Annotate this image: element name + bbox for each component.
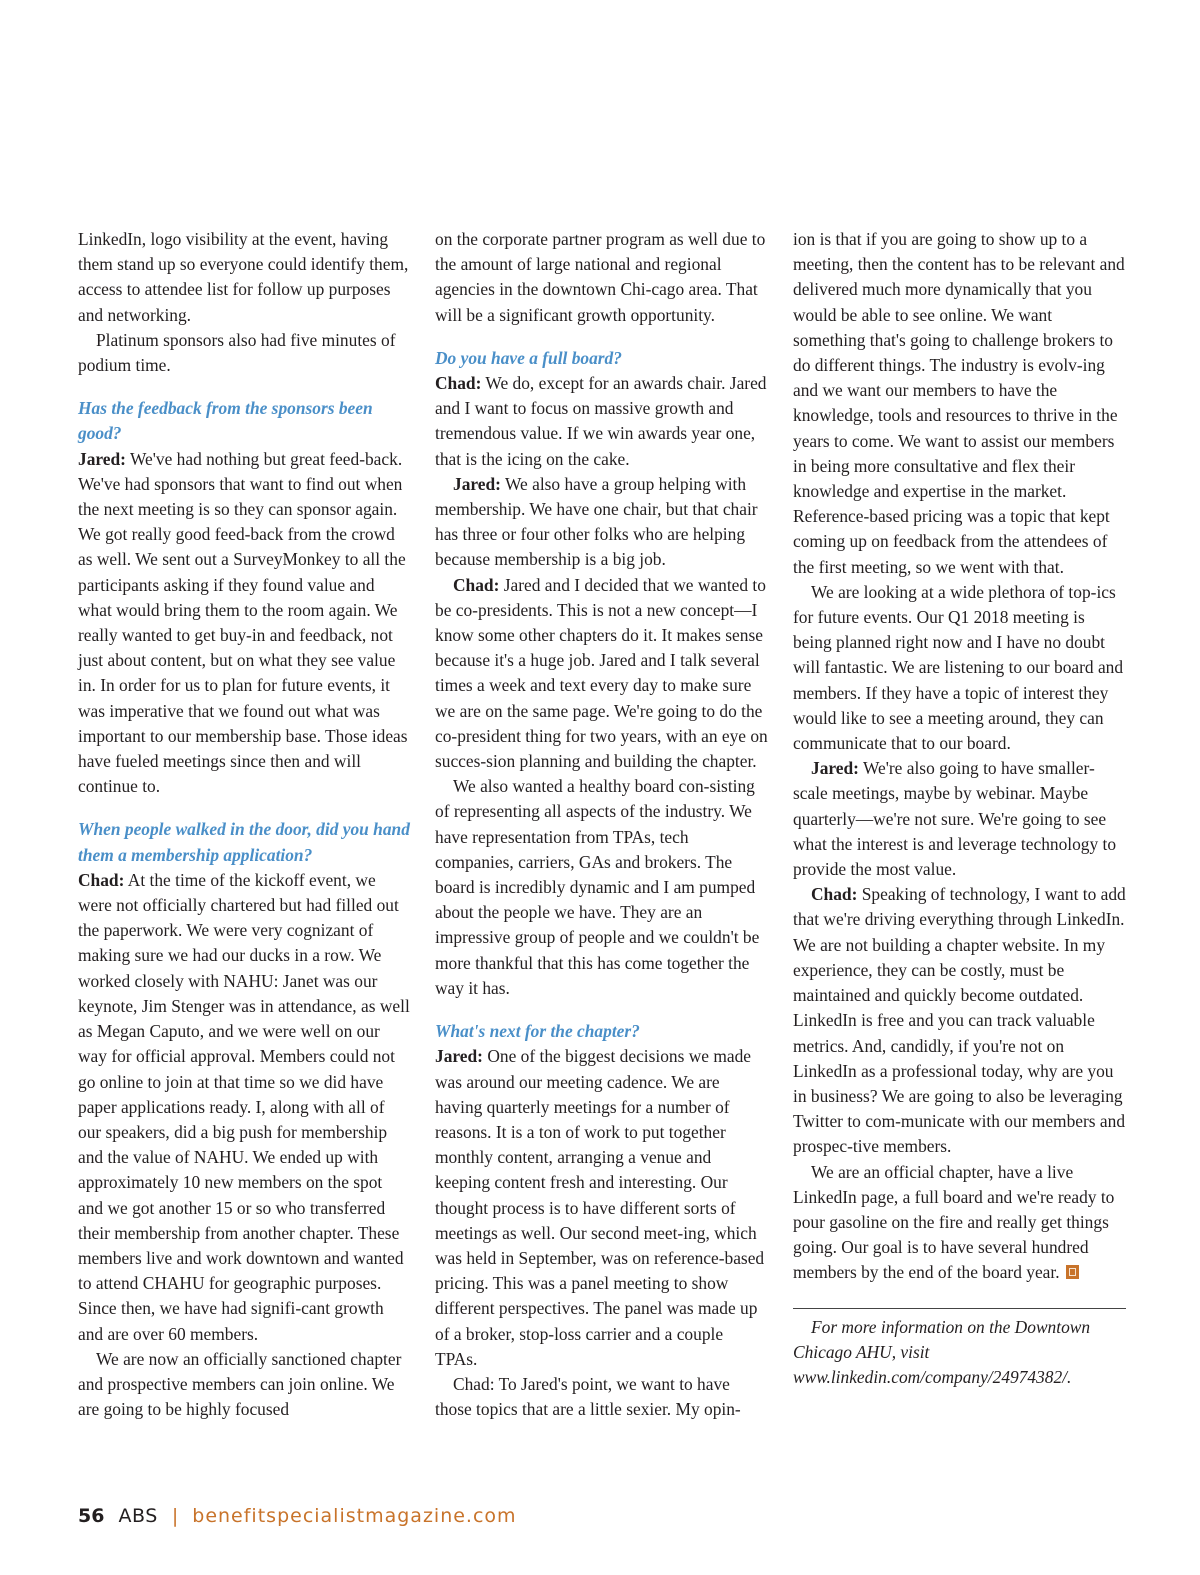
speaker-name: Jared: bbox=[811, 758, 859, 779]
body-paragraph: We are looking at a wide plethora of top-ics for future events. Our Q1 2018 meeting is being planned right now and I have no doubt will fantastic. We are listening to our board and members. If they have a topic of interest they would like to see a meeting around, they can communicate that to our board. bbox=[793, 581, 1124, 754]
answer-paragraph bbox=[435, 472, 768, 573]
body-paragraph: We are now an officially sanctioned chapter and prospective members can join online. We are going to be highly focused bbox=[78, 1348, 402, 1420]
answer-text: One of the biggest decisions we made was around our meeting cadence. We are having quarterly meetings for a number of reasons. It is a ton of work to put together monthly content, arranging a venue and keeping content fresh and interesting. Our thought process is to have different sorts of meetings as well. Our second meet-ing, which was held in September, was on reference-based pricing. This was a panel meeting to show different perspectives. The panel was made up of a broker, stop-loss carrier and a couple TPAs. bbox=[435, 1046, 765, 1369]
article-column-2 bbox=[435, 227, 768, 1422]
speaker-name: Chad: bbox=[811, 884, 858, 905]
magazine-name: ABS bbox=[118, 1505, 158, 1527]
answer-paragraph bbox=[78, 868, 411, 1347]
body-paragraph: LinkedIn, logo visibility at the event, having them stand up so everyone could identify them, access to attendee list for follow up purposes and networking. bbox=[78, 229, 409, 325]
body-paragraph: Chad: To Jared's point, we want to have those topics that are a little sexier. My opin- bbox=[435, 1373, 741, 1420]
page-number: 56 bbox=[78, 1505, 105, 1527]
answer-text: We also have a group helping with membership. We have one chair, but that chair has three or four other folks who are helping because membership is a big job. bbox=[435, 473, 758, 570]
answer-text: Speaking of technology, I want to add that we're driving everything through LinkedIn. We are not building a chapter website. In my experience, they can be costly, must be maintained and quickly become outdated. LinkedIn is free and you can track valuable metrics. And, candidly, if you're not on LinkedIn as a professional today, why are you in business? We are going to also be leveraging Twitter to com-municate with our members and prospec-tive members. bbox=[793, 884, 1126, 1157]
body-paragraph: Platinum sponsors also had five minutes of podium time. bbox=[78, 329, 396, 376]
footer-separator: | bbox=[171, 1505, 179, 1527]
answer-paragraph bbox=[435, 1044, 768, 1372]
note-divider bbox=[793, 1308, 1126, 1309]
closing-paragraph bbox=[793, 1160, 1126, 1286]
closing-text: We are an official chapter, have a live LinkedIn page, a full board and we're ready to pour gasoline on the fire and really get things going. Our goal is to have several hundred members by the end of the board year. bbox=[793, 1161, 1115, 1283]
answer-paragraph bbox=[78, 447, 411, 800]
speaker-name: Chad: bbox=[435, 373, 482, 394]
article-column-3 bbox=[793, 227, 1126, 1390]
answer-paragraph bbox=[793, 756, 1126, 882]
more-info-note: For more information on the Downtown Chicago AHU, visit www.linkedin.com/company/24974382/. bbox=[793, 1316, 1091, 1387]
body-paragraph: We also wanted a healthy board con-sisting of representing all aspects of the industry. We have representation from TPAs, tech companies, carriers, GAs and brokers. The board is incredibly dynamic and I am pumped about the people we have. They are an impressive group of people and we couldn't be more thankful that this has come together the way it has. bbox=[435, 776, 760, 998]
answer-text: We're also going to have smaller-scale meetings, maybe by webinar. Maybe quarterly—we're not sure. We're going to see what the interest is and leverage technology to provide the most value. bbox=[793, 758, 1117, 880]
answer-paragraph bbox=[435, 371, 768, 472]
article-column-1 bbox=[78, 227, 411, 1422]
speaker-name: Jared: bbox=[435, 1046, 483, 1067]
answer-paragraph bbox=[435, 573, 768, 775]
question-heading: Has the feedback from the sponsors been good? bbox=[78, 398, 373, 444]
answer-text: At the time of the kickoff event, we were not officially chartered but had filled out the paperwork. We were very cognizant of making sure we had our ducks in a row. We worked closely with NAHU: Janet was our keynote, Jim Stenger was in attendance, as well as Megan Caputo, and we were well on our way for official approval. Members could not go online to join at that time so we did have paper applications ready. I, along with all of our speakers, did a big push for membership and the value of NAHU. We ended up with approximately 10 new members on the spot and we got another 15 or so who transferred their membership from another chapter. These members live and work downtown and wanted to attend CHAHU for geographic purposes. Since then, we have had signifi-cant growth and are over 60 members. bbox=[78, 869, 410, 1344]
question-heading: Do you have a full board? bbox=[435, 347, 622, 368]
end-mark-icon bbox=[1066, 1265, 1079, 1279]
question-heading: What's next for the chapter? bbox=[435, 1021, 640, 1042]
speaker-name: Jared: bbox=[78, 448, 126, 469]
body-paragraph: on the corporate partner program as well due to the amount of large national and regional agencies in the downtown Chi-cago area. That will be a significant growth opportunity. bbox=[435, 229, 766, 325]
magazine-url: benefitspecialistmagazine.com bbox=[192, 1505, 517, 1527]
answer-text: We do, except for an awards chair. Jared and I want to focus on massive growth and tremendous value. If we win awards year one, that is the icing on the cake. bbox=[435, 373, 767, 469]
speaker-name: Jared: bbox=[453, 473, 501, 494]
question-heading: When people walked in the door, did you hand them a membership application? bbox=[78, 819, 410, 865]
page-footer bbox=[78, 1501, 517, 1531]
answer-text: We've had nothing but great feed-back. We've had sponsors that want to find out when the next meeting is so they can sponsor again. We got really good feed-back from the crowd as well. We sent out a SurveyMonkey to all the participants asking if they found value and what would bring them to the room again. We really wanted to get buy-in and feedback, not just about content, but on what they see value in. In order for us to plan for future events, it was imperative that we found out what was important to our membership base. Those ideas have fueled meetings since then and will continue to. bbox=[78, 448, 408, 797]
speaker-name: Chad: bbox=[453, 574, 500, 595]
body-paragraph: ion is that if you are going to show up to a meeting, then the content has to be relevant and delivered much more dynamically that you would be able to see online. We want something that's going to challenge brokers to do different things. The industry is evolv-ing and we want our members to have the knowledge, tools and resources to thrive in the years to come. We want to assist our members in being more consultative and flex their knowledge and expertise in the market. Reference-based pricing was a topic that kept coming up on feedback from the attendees of the first meeting, so we went with that. bbox=[793, 229, 1125, 577]
answer-paragraph bbox=[793, 882, 1126, 1159]
speaker-name: Chad: bbox=[78, 869, 125, 890]
answer-text: Jared and I decided that we wanted to be co-presidents. This is not a new concept—I know some other chapters do it. It makes sense because it's a huge job. Jared and I talk several times a week and text every day to make sure we are on the same page. We're going to do the co-president thing for two years, with an eye on succes-sion planning and building the chapter. bbox=[435, 574, 768, 772]
